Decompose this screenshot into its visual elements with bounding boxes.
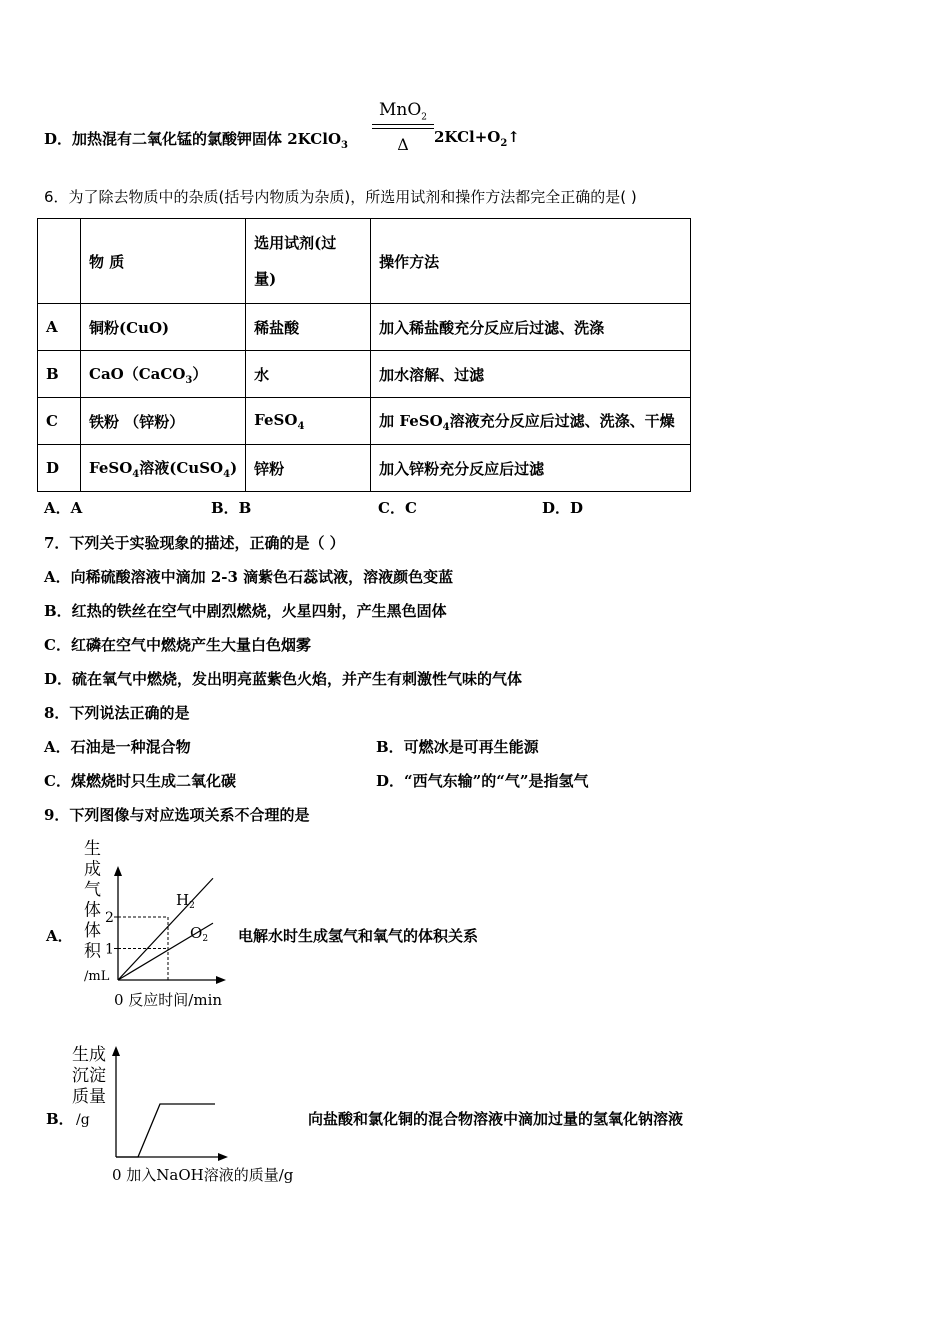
- q7-option-b: B．红热的铁丝在空气中剧烈燃烧，火星四射，产生黑色固体: [44, 602, 447, 620]
- series-line-precipitate: [116, 1104, 215, 1157]
- q9-question: 9．下列图像与对应选项关系不合理的是: [44, 806, 310, 824]
- q6-table: [37, 218, 691, 492]
- series-label-o2: $O_2$: [190, 924, 209, 944]
- y-label-char: 体: [84, 900, 101, 921]
- precipitate-chart: [70, 1040, 305, 1190]
- y-label-char: 积: [84, 941, 101, 962]
- row-reagent: 稀盐酸: [246, 304, 371, 351]
- row-method: 加入稀盐酸充分反应后过滤、洗涤: [371, 304, 691, 351]
- q5-product: $2KCl+O_2↑$: [434, 128, 520, 149]
- header-substance: 物 质: [81, 219, 246, 304]
- series-label-h2: $H_2$: [176, 891, 195, 911]
- q8-option-a: A．石油是一种混合物: [44, 738, 191, 756]
- row-label: A: [38, 304, 81, 351]
- table-row: [38, 304, 691, 351]
- y-label-char: 气: [84, 880, 101, 900]
- q8-option-c: C．煤燃烧时只生成二氧化碳: [44, 772, 236, 790]
- q8-option-b: B．可燃冰是可再生能源: [376, 738, 539, 756]
- header-blank: [38, 219, 81, 304]
- row-reagent: 锌粉: [246, 445, 371, 492]
- y-label-line: 生成: [72, 1045, 106, 1065]
- x-axis-label: 0 反应时间/min: [114, 991, 223, 1009]
- row-method: 加水溶解、过滤: [371, 351, 691, 398]
- row-label: D: [38, 445, 81, 492]
- y-label-line: 质量: [72, 1087, 106, 1107]
- q7-option-a: A．向稀硫酸溶液中滴加 2-3 滴紫色石蕊试液，溶液颜色变蓝: [44, 568, 454, 586]
- table-row: [38, 445, 691, 492]
- electrolysis-chart: [70, 832, 245, 1012]
- q8-option-d: D．“西气东输”的“气”是指氢气: [376, 772, 589, 790]
- row-substance: 铁粉 （锌粉）: [81, 398, 246, 445]
- row-reagent: 水: [246, 351, 371, 398]
- y-unit: /g: [76, 1112, 90, 1128]
- y-unit: /mL: [84, 969, 110, 984]
- x-axis-label: 0 加入NaOH溶液的质量/g: [112, 1166, 294, 1184]
- q7-question: 7．下列关于实验现象的描述，正确的是（ ）: [44, 534, 345, 552]
- y-label-line: 沉淀: [72, 1066, 106, 1086]
- q6-answer-d: D．D: [542, 499, 584, 517]
- row-substance: FeSO$_4$溶液(CuSO$_4$): [81, 445, 246, 492]
- y-label-char: 成: [84, 859, 101, 880]
- q9-option-b-description: 向盐酸和氯化铜的混合物溶液中滴加过量的氢氧化钠溶液: [308, 1110, 684, 1128]
- q9-option-a-description: 电解水时生成氢气和氧气的体积关系: [238, 927, 479, 945]
- q6-answer-c: C．C: [378, 499, 417, 517]
- row-label: B: [38, 351, 81, 398]
- q6-answer-a: A．A: [44, 499, 83, 517]
- table-header-row: [38, 219, 691, 304]
- q7-option-c: C．红磷在空气中燃烧产生大量白色烟雾: [44, 636, 311, 654]
- reaction-condition: MnO$_2$ Δ: [372, 100, 434, 154]
- q6-answer-b: B．B: [211, 499, 252, 517]
- header-method: 操作方法: [371, 219, 691, 304]
- table-row: [38, 351, 691, 398]
- y-label-char: 生: [84, 839, 101, 859]
- row-reagent: FeSO$_4$: [246, 398, 371, 445]
- row-method: 加 FeSO$_4$溶液充分反应后过滤、洗涤、干燥: [371, 398, 691, 445]
- table-row: [38, 398, 691, 445]
- row-method: 加入锌粉充分反应后过滤: [371, 445, 691, 492]
- q9-option-b-label: B．: [46, 1110, 74, 1128]
- q6-question: 6．为了除去物质中的杂质(括号内物质为杂质)，所选用试剂和操作方法都完全正确的是( ): [44, 188, 637, 206]
- y-tick-label: 1: [105, 941, 114, 958]
- q8-question: 8．下列说法正确的是: [44, 704, 190, 722]
- q7-option-d: D．硫在氧气中燃烧，发出明亮蓝紫色火焰，并产生有刺激性气味的气体: [44, 670, 523, 688]
- row-substance: 铜粉(CuO): [81, 304, 246, 351]
- header-reagent: 选用试剂(过 量): [246, 219, 371, 304]
- x-axis-arrow: [218, 1153, 228, 1161]
- row-label: C: [38, 398, 81, 445]
- q5-option-d: D．加热混有二氧化锰的氯酸钾固体 2KClO$_3$: [44, 130, 348, 151]
- row-substance: CaO（CaCO$_3$）: [81, 351, 246, 398]
- x-axis-arrow: [216, 976, 226, 984]
- y-axis-arrow: [112, 1046, 120, 1056]
- q9-option-a-label: A．: [46, 927, 73, 945]
- y-label-char: 体: [84, 921, 101, 941]
- y-axis-arrow: [114, 866, 122, 876]
- y-tick-label: 2: [105, 910, 114, 926]
